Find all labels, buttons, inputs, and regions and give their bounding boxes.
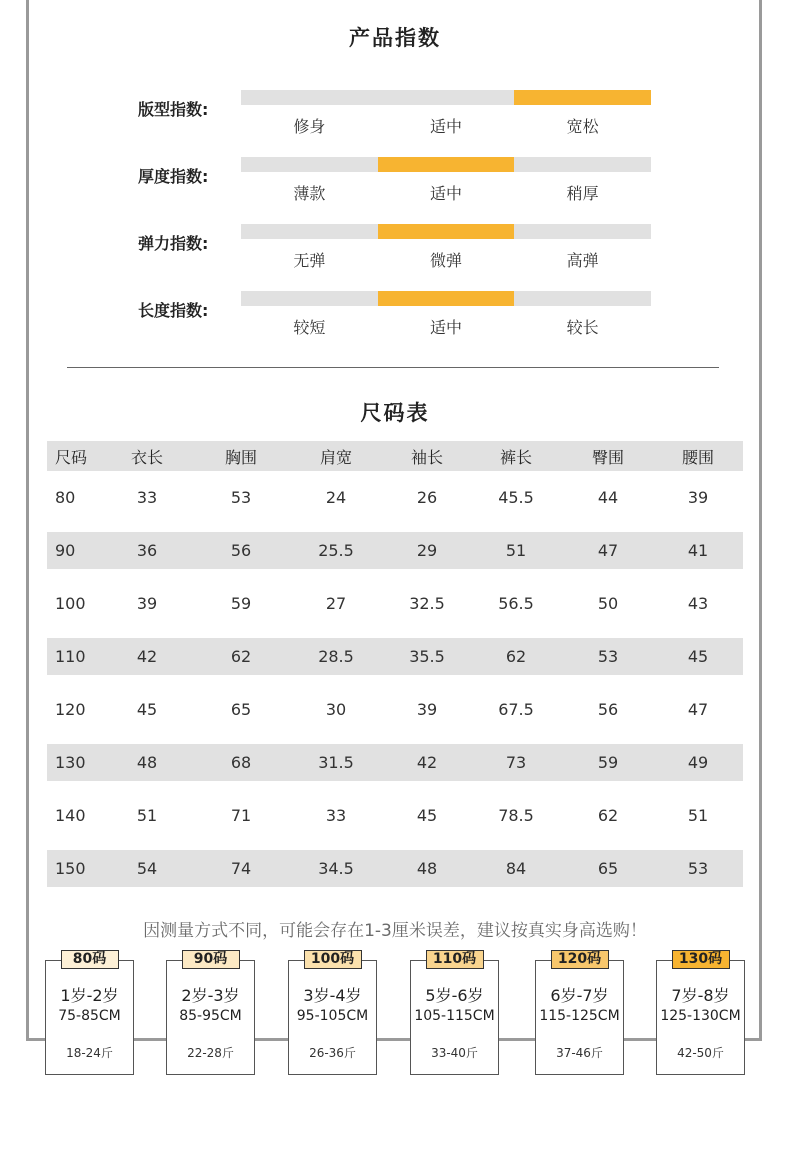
table-cell: 80 (55, 488, 76, 507)
table-cell: 48 (416, 859, 438, 878)
size-card (410, 951, 499, 1075)
table-cell: 68 (230, 753, 252, 772)
table-cell: 42 (416, 753, 438, 772)
size-badge: 130码 (672, 950, 730, 969)
table-cell: 45 (416, 806, 438, 825)
size-table (47, 441, 743, 895)
size-badge: 120码 (551, 950, 609, 969)
card-height: 75-85CM (58, 1008, 121, 1024)
index-option-label: 较短 (293, 318, 326, 337)
table-cell: 47 (597, 541, 619, 560)
table-cell: 71 (230, 806, 252, 825)
table-header-cell: 袖长 (410, 447, 443, 467)
section-divider (67, 367, 719, 368)
index-segment (514, 157, 651, 172)
index-segment (241, 224, 378, 239)
index-label: 版型指数: (138, 100, 209, 119)
index-options (241, 248, 651, 271)
index-segment (241, 291, 378, 306)
table-cell: 56 (230, 541, 252, 560)
index-option-label: 适中 (430, 184, 463, 203)
table-cell: 150 (55, 859, 86, 878)
table-cell: 78.5 (498, 806, 534, 825)
table-cell: 41 (687, 541, 709, 560)
index-option-label: 宽松 (566, 117, 599, 136)
table-cell: 110 (55, 647, 86, 666)
table-cell: 39 (687, 488, 709, 507)
table-cell: 36 (136, 541, 158, 560)
index-option-label: 高弹 (566, 251, 599, 270)
table-cell: 130 (55, 753, 86, 772)
table-cell: 33 (136, 488, 158, 507)
card-height: 115-125CM (539, 1008, 620, 1024)
size-card (656, 951, 745, 1075)
card-weight: 42-50斤 (677, 1046, 724, 1060)
table-cell: 74 (230, 859, 252, 878)
index-segment (241, 90, 378, 105)
table-cell: 54 (136, 859, 158, 878)
size-badge: 80码 (61, 950, 119, 969)
index-label: 厚度指数: (138, 167, 209, 186)
index-segment (378, 90, 515, 105)
index-option-label: 适中 (430, 117, 463, 136)
size-card (166, 951, 255, 1075)
table-header-cell: 胸围 (224, 447, 257, 467)
table-cell: 65 (230, 700, 252, 719)
card-age: 3岁-4岁 (303, 986, 362, 1005)
table-row (47, 850, 743, 887)
table-cell: 120 (55, 700, 86, 719)
product-index-title: 产品指数 (349, 26, 441, 50)
table-cell: 47 (687, 700, 709, 719)
table-cell: 53 (687, 859, 709, 878)
size-chart-title: 尺码表 (360, 401, 430, 425)
index-segment (514, 224, 651, 239)
card-age: 6岁-7岁 (550, 986, 609, 1005)
table-cell: 45.5 (498, 488, 534, 507)
table-cell: 32.5 (409, 594, 445, 613)
table-cell: 65 (597, 859, 619, 878)
table-cell: 62 (597, 806, 619, 825)
table-cell: 43 (687, 594, 709, 613)
table-cell: 67.5 (498, 700, 534, 719)
table-cell: 100 (55, 594, 86, 613)
card-age: 2岁-3岁 (181, 986, 240, 1005)
table-row (47, 532, 743, 569)
card-age: 5岁-6岁 (425, 986, 484, 1005)
card-height: 85-95CM (179, 1008, 242, 1024)
table-cell: 33 (325, 806, 347, 825)
table-cell: 39 (416, 700, 438, 719)
card-height: 105-115CM (414, 1008, 495, 1024)
table-header-cell: 裤长 (499, 447, 532, 467)
card-weight: 33-40斤 (431, 1046, 478, 1060)
table-cell: 29 (416, 541, 438, 560)
table-cell: 51 (136, 806, 158, 825)
card-age: 1岁-2岁 (60, 986, 119, 1005)
index-segment-selected (378, 224, 515, 239)
index-option-label: 无弹 (293, 251, 326, 270)
table-cell: 31.5 (318, 753, 354, 772)
table-cell: 53 (230, 488, 252, 507)
card-weight: 26-36斤 (309, 1046, 356, 1060)
table-cell: 59 (230, 594, 252, 613)
size-card (45, 951, 134, 1075)
table-row (47, 683, 743, 736)
index-label: 弹力指数: (138, 234, 209, 253)
table-cell: 48 (136, 753, 158, 772)
table-cell: 59 (597, 753, 619, 772)
index-options (241, 315, 651, 338)
table-header-cell: 腰围 (681, 447, 714, 467)
card-height: 125-130CM (660, 1008, 741, 1024)
measurement-note: 因测量方式不同，可能会存在1-3厘米误差，建议按真实身高选购！ (143, 921, 647, 941)
index-options (241, 114, 651, 137)
card-height: 95-105CM (296, 1008, 369, 1024)
table-row (47, 744, 743, 781)
table-cell: 90 (55, 541, 76, 560)
table-cell: 30 (325, 700, 347, 719)
table-cell: 26 (416, 488, 438, 507)
table-cell: 51 (505, 541, 527, 560)
index-bar (241, 157, 651, 172)
size-card (288, 951, 377, 1075)
index-option-label: 修身 (293, 117, 326, 136)
index-options (241, 181, 651, 204)
table-cell: 35.5 (409, 647, 445, 666)
table-cell: 24 (325, 488, 347, 507)
index-option-label: 微弹 (430, 251, 463, 270)
index-option-label: 薄款 (293, 184, 326, 203)
table-cell: 62 (505, 647, 527, 666)
table-cell: 28.5 (318, 647, 354, 666)
table-cell: 42 (136, 647, 158, 666)
index-option-label: 稍厚 (566, 184, 599, 203)
table-cell: 34.5 (318, 859, 354, 878)
index-segment (241, 157, 378, 172)
table-cell: 50 (597, 594, 619, 613)
table-cell: 84 (505, 859, 527, 878)
table-row (47, 789, 743, 842)
table-header-cell: 尺码 (55, 447, 88, 467)
table-header-cell: 臀围 (591, 447, 624, 467)
table-cell: 39 (136, 594, 158, 613)
index-bar (241, 90, 651, 105)
table-cell: 27 (325, 594, 347, 613)
index-option-label: 较长 (566, 318, 599, 337)
table-cell: 25.5 (318, 541, 354, 560)
index-segment-selected (378, 291, 515, 306)
table-header-cell: 衣长 (130, 447, 163, 467)
table-header-cell: 肩宽 (319, 447, 352, 467)
table-cell: 49 (687, 753, 709, 772)
table-cell: 51 (687, 806, 709, 825)
index-label: 长度指数: (138, 301, 209, 320)
table-cell: 62 (230, 647, 252, 666)
table-cell: 45 (136, 700, 158, 719)
size-badge: 90码 (182, 950, 240, 969)
index-segment-selected (514, 90, 651, 105)
table-cell: 45 (687, 647, 709, 666)
size-card (535, 951, 624, 1075)
table-cell: 140 (55, 806, 86, 825)
table-cell: 53 (597, 647, 619, 666)
index-segment-selected (378, 157, 515, 172)
table-cell: 56.5 (498, 594, 534, 613)
index-segment (514, 291, 651, 306)
card-age: 7岁-8岁 (671, 986, 730, 1005)
table-cell: 56 (597, 700, 619, 719)
card-weight: 18-24斤 (66, 1046, 113, 1060)
index-option-label: 适中 (430, 318, 463, 337)
table-row (47, 471, 743, 524)
table-row (47, 577, 743, 630)
size-badge: 110码 (426, 950, 484, 969)
table-row (47, 638, 743, 675)
card-weight: 22-28斤 (187, 1046, 234, 1060)
index-bar (241, 224, 651, 239)
table-cell: 44 (597, 488, 619, 507)
size-badge: 100码 (304, 950, 362, 969)
index-bar (241, 291, 651, 306)
card-weight: 37-46斤 (556, 1046, 603, 1060)
table-cell: 73 (505, 753, 527, 772)
table-header (47, 441, 743, 471)
